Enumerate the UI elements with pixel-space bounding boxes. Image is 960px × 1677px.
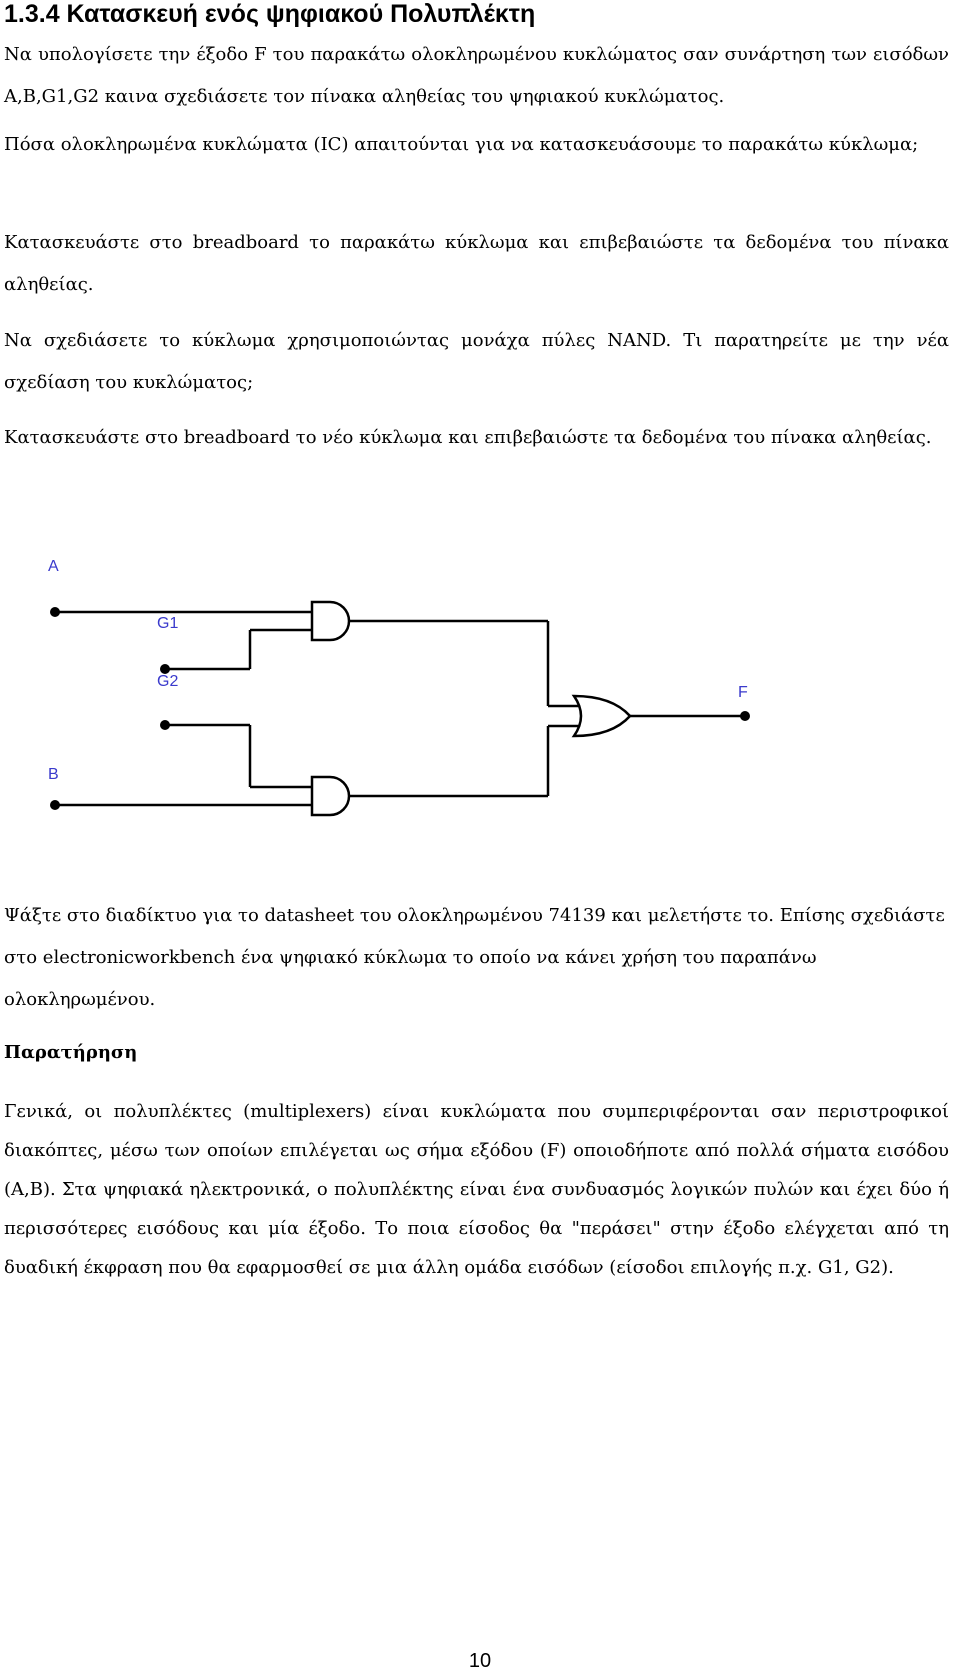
terminal-f [740, 711, 750, 721]
circuit-svg [0, 570, 960, 900]
paragraph-ic-count: Πόσα ολοκληρωμένα κυκλώματα (IC) απαιτούνται για να κατασκευάσουμε το παρακάτω κύκλωμα; [4, 134, 919, 155]
note-title: Παρατήρηση [4, 1042, 138, 1063]
terminal-b [50, 800, 60, 810]
label-b: B [48, 766, 59, 783]
and-gate-2 [312, 777, 349, 815]
section-heading: 1.3.4 Κατασκευή ενός ψηφιακού Πολυπλέκτη [4, 0, 536, 28]
paragraph-datasheet: Ψάξτε στο διαδίκτυο για το datasheet του ολοκληρωμένου 74139 και μελετήστε το. Επίσης σχεδιάστε στο electronicworkbench ένα ψηφιακό κύκλωμα το οποίο να κάνει χρήση του παραπάνω ολοκληρωμένου. [4, 905, 945, 1010]
paragraph-breadboard-new: Κατασκευάστε στο breadboard το νέο κύκλωμα και επιβεβαιώστε τα δεδομένα του πίνακα αληθείας. [4, 427, 932, 448]
paragraph-multiplexer-note: Γενικά, οι πολυπλέκτες (multiplexers) είναι κυκλώματα που συμπεριφέρονται σαν περιστροφικοί διακόπτες, μέσω των οποίων επιλέγεται ως σήμα εξόδου (F) οποιοδήποτε από πολλά σήματα εισόδου (A,B). Στα ψηφιακά ηλεκτρονικά, ο πολυπλέκτης είναι ένα συνδυασμός λογικών πυλών και έχει δύο ή περισσότερες εισόδους και μία έξοδο. Το ποια είσοδος θα "περάσει" στην έξοδο ελέγχεται από τη δυαδική έκφραση που θα εφαρμοσθεί σε μια άλλη ομάδα εισόδων (είσοδοι επιλογής π.χ. G1, G2). [4, 1101, 949, 1278]
label-a: A [48, 558, 59, 575]
label-g2: G2 [157, 673, 179, 690]
page-number: 10 [468, 1650, 492, 1672]
wires [55, 612, 745, 805]
or-gate [574, 696, 630, 736]
multiplexer-circuit-diagram [0, 558, 960, 900]
label-g1: G1 [157, 615, 179, 632]
paragraph-task-output: Να υπολογίσετε την έξοδο F του παρακάτω ολοκληρωμένου κυκλώματος σαν συνάρτηση των εισόδων A,B,G1,G2 καινα σχεδιάσετε τον πίνακα αληθείας του ψηφιακού κυκλώματος. [4, 44, 949, 107]
and-gate-1 [312, 602, 349, 640]
paragraph-breadboard: Κατασκευάστε στο breadboard το παρακάτω κύκλωμα και επιβεβαιώστε τα δεδομένα του πίνακα αληθείας. [4, 232, 949, 295]
terminals [50, 607, 750, 810]
label-f: F [738, 684, 748, 701]
paragraph-nand: Να σχεδιάσετε το κύκλωμα χρησιμοποιώντας μονάχα πύλες NAND. Τι παρατηρείτε με την νέα σχεδίαση του κυκλώματος; [4, 330, 949, 393]
terminal-a [50, 607, 60, 617]
terminal-g2 [160, 720, 170, 730]
